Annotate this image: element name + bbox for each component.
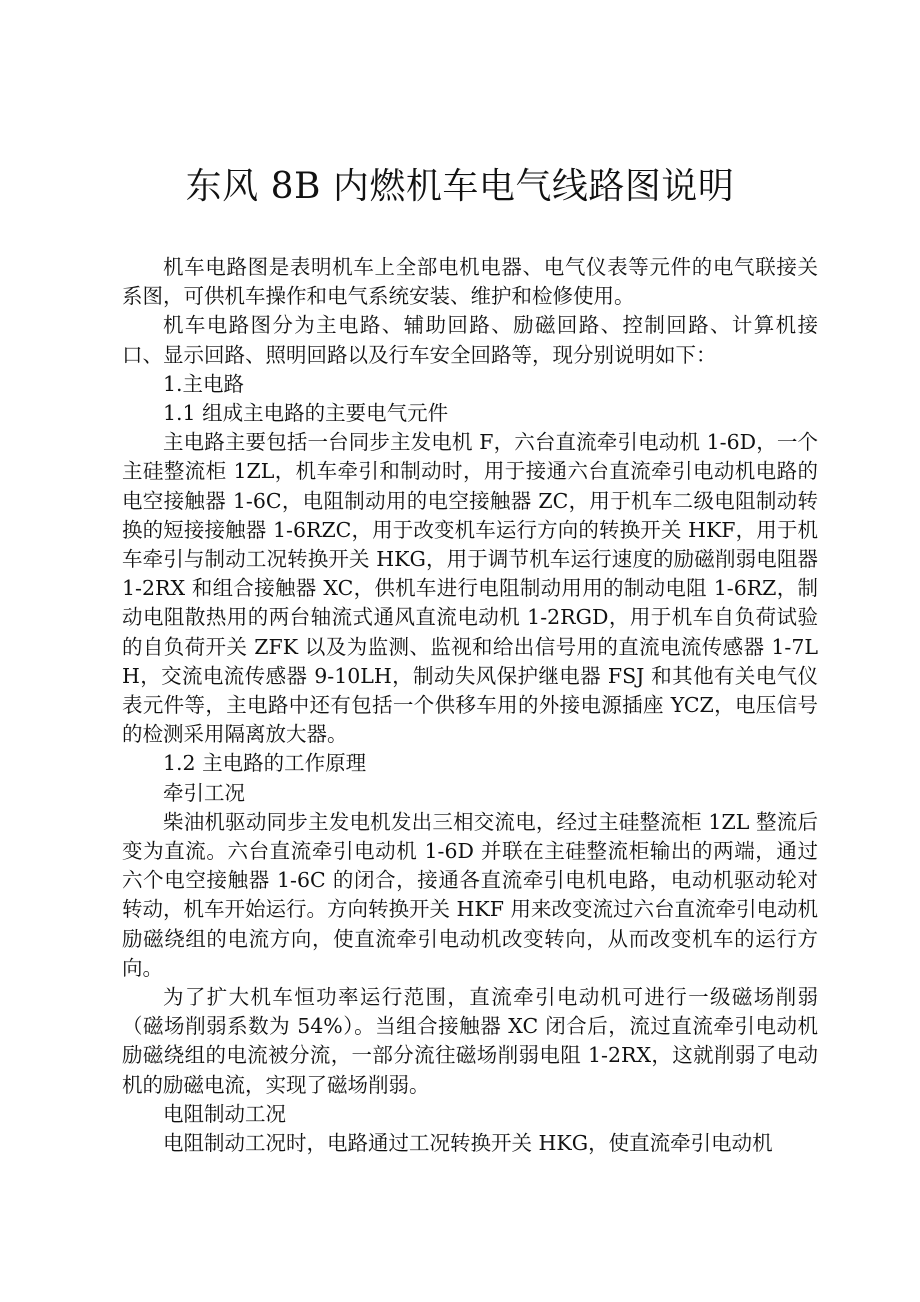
paragraph-components: 主电路主要包括一台同步主发电机 F，六台直流牵引电动机 1-6D，一个主硅整流柜 1ZL，机车牵引和制动时，用于接通六台直流牵引电动机电路的电空接触器 1-6C，电阻制动用的电空接触器 ZC，用于机车二级电阻制动转换的短接接触器 1-6RZC，用于改变机车运行方向的转换开关 HKF，用于机车牵引与制动工况转换开关 HKG，用于调节机车运行速度的励磁削弱电阻器 1-2RX 和组合接触器 XC，供机车进行电阻制动用用的制动电阻 1-6RZ，制动电阻散热用的两台轴流式通风直流电动机 1-2RGD，用于机车自负荷试验的自负荷开关 ZFK 以及为监测、监视和给出信号用的直流电流传感器 1-7LH，交流电流传感器 9-10LH，制动失风保护继电器 FSJ 和其他有关电气仪表元件等，主电路中还有包括一个供移车用的外接电源插座 YCZ，电压信号的检测采用隔离放大器。 xyxy=(122,430,818,747)
section-heading-main-circuit: 1.主电路 xyxy=(163,371,245,396)
paragraph-field-weakening: 为了扩大机车恒功率运行范围，直流牵引电动机可进行一级磁场削弱（磁场削弱系数为 54%）。当组合接触器 XC 闭合后，流过直流牵引电动机励磁绕组的电流被分流，一部分流往磁场削弱电阻 1-2RX，这就削弱了电动机的励磁电流，实现了磁场削弱。 xyxy=(122,985,818,1097)
paragraph-traction: 柴油机驱动同步主发电机发出三相交流电，经过主硅整流柜 1ZL 整流后变为直流。六台直流牵引电动机 1-6D 并联在主硅整流柜输出的两端，通过六个电空接触器 1-6C 的闭合，接通各直流牵引电机电路，电动机驱动轮对转动，机车开始运行。方向转换开关 HKF 用来改变流过六台直流牵引电动机励磁绕组的电流方向，使直流牵引电动机改变转向，从而改变机车的运行方向。 xyxy=(122,809,818,980)
paragraph-braking: 电阻制动工况时，电路通过工况转换开关 HKG，使直流牵引电动机 xyxy=(163,1131,773,1156)
document-title: 东风 8B 内燃机车电气线路图说明 xyxy=(185,166,735,207)
paragraph-intro: 机车电路图是表明机车上全部电机电器、电气仪表等元件的电气联接关系图，可供机车操作和电气系统安装、维护和检修使用。 xyxy=(122,255,818,309)
paragraph-circuit-types: 机车电路图分为主电路、辅助回路、励磁回路、控制回路、计算机接口、显示回路、照明回路以及行车安全回路等，现分别说明如下： xyxy=(122,313,818,367)
subsection-heading-components: 1.1 组成主电路的主要电气元件 xyxy=(163,401,449,426)
subsection-heading-principle: 1.2 主电路的工作原理 xyxy=(163,751,367,776)
heading-braking-mode: 电阻制动工况 xyxy=(163,1101,286,1126)
heading-traction-mode: 牵引工况 xyxy=(163,780,245,805)
document-body xyxy=(122,253,818,1158)
